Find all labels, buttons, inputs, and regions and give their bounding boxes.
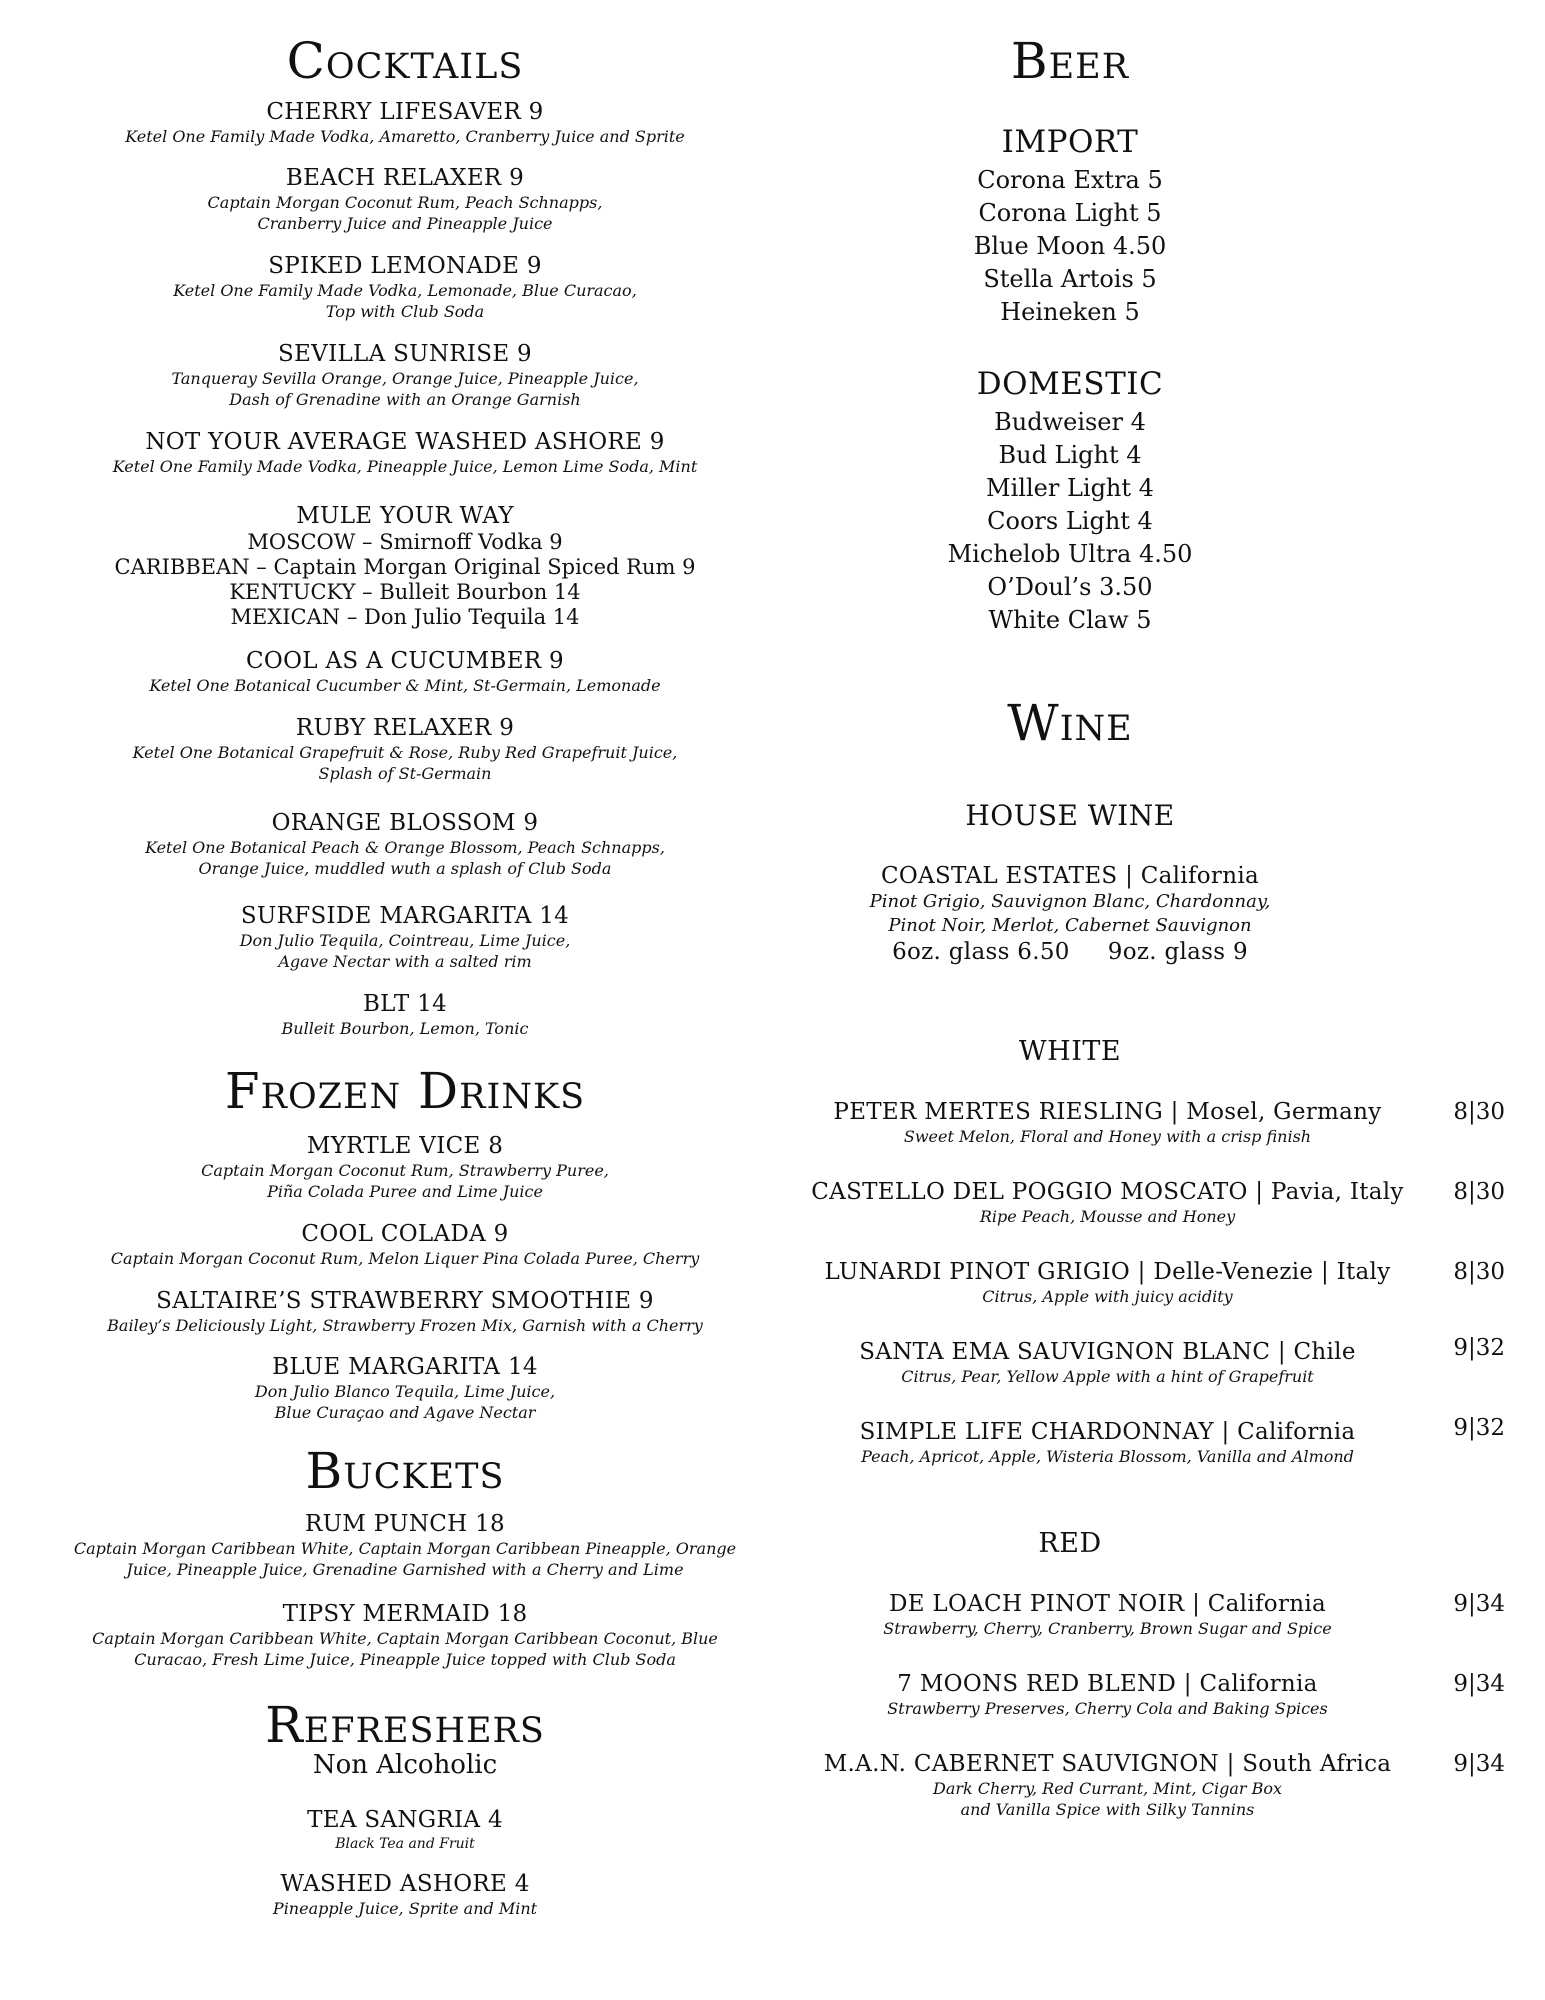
beer-item: Bud Light 4 [998,441,1142,469]
item-desc: Pinot Noir, Merlot, Cabernet Sauvignon [888,915,1252,936]
item-desc: Pineapple Juice, Sprite and Mint [272,1899,538,1918]
item-desc: Ketel One Family Made Vodka, Lemonade, Blue Curacao, [173,281,637,300]
beer-item: Corona Light 5 [978,199,1162,227]
frozen-item [40,1220,770,1269]
cocktail-item [40,990,770,1039]
import-list [790,164,1350,329]
red-heading: RED [1038,1528,1102,1559]
wine-price: 9|34 [1453,1751,1505,1777]
item-name: M.A.N. CABERNET SAUVIGNON | South Africa [823,1751,1392,1777]
item-desc: Captain Morgan Coconut Rum, Melon Liquer Pina Colada Puree, Cherry [110,1249,700,1268]
item-desc: Piña Colada Puree and Lime Juice [267,1182,543,1201]
beer-item: Corona Extra 5 [977,166,1163,194]
item-desc: Captain Morgan Coconut Rum, Peach Schnapps, [207,193,603,212]
item-name: TEA SANGRIA 4 [307,1807,503,1833]
item-desc: Ketel One Botanical Cucumber & Mint, St-Germain, Lemonade [149,676,661,695]
wine-item [790,1335,1505,1387]
item-desc: Ketel One Family Made Vodka, Pineapple Juice, Lemon Lime Soda, Mint [112,457,698,476]
bucket-item [40,1600,770,1670]
item-name: MULE YOUR WAY [296,503,514,529]
item-name: BEACH RELAXER 9 [285,165,525,191]
cocktail-item [40,714,770,784]
refreshers-subtitle: Non Alcoholic [312,1750,498,1780]
item-name: COOL AS A CUCUMBER 9 [246,648,564,674]
wine-price: 8|30 [1453,1179,1505,1205]
cocktail-item [40,340,770,410]
item-desc: Curacao, Fresh Lime Juice, Pineapple Juice topped with Club Soda [134,1650,676,1669]
wine-title: Wine [1007,694,1133,752]
item-name: MYRTLE VICE 8 [306,1133,504,1159]
wine-price: 9|34 [1453,1591,1505,1617]
buckets-title: Buckets [305,1442,505,1500]
cocktail-item [40,252,770,322]
mule-line: MOSCOW – Smirnoff Vodka 9 [247,530,563,554]
wine-price: 8|30 [1453,1099,1505,1125]
frozen-drinks-title: Frozen Drinks [224,1062,586,1120]
item-desc: Orange Juice, muddled wuth a splash of Club Soda [198,859,612,878]
item-desc: Dark Cherry, Red Currant, Mint, Cigar Box [932,1779,1283,1798]
cocktail-item [40,902,770,972]
wine-price: 9|32 [1453,1335,1505,1361]
mule-line: MEXICAN – Don Julio Tequila 14 [230,605,580,629]
item-desc: Pinot Grigio, Sauvignon Blanc, Chardonnay, [869,891,1271,912]
mule-your-way [40,502,770,630]
domestic-heading: DOMESTIC [976,366,1164,402]
item-desc: Blue Curaçao and Agave Nectar [274,1403,536,1422]
refresher-item [40,1806,770,1855]
item-name: SIMPLE LIFE CHARDONNAY | California [859,1419,1356,1445]
item-name: SPIKED LEMONADE 9 [268,253,542,279]
house-wine-price: 6oz. glass 6.50 9oz. glass 9 [892,939,1248,965]
wine-price: 9|32 [1453,1415,1505,1441]
item-name: RUM PUNCH 18 [305,1511,505,1537]
beer-item: Coors Light 4 [987,507,1153,535]
frozen-item [40,1353,770,1423]
wine-price: 8|30 [1453,1259,1505,1285]
beer-item: White Claw 5 [988,606,1152,634]
item-desc: Citrus, Pear, Yellow Apple with a hint of Grapefruit [901,1367,1314,1386]
refreshers-title: Refreshers [265,1696,545,1754]
item-name: LUNARDI PINOT GRIGIO | Delle-Venezie | Italy [824,1259,1391,1285]
house-wine [790,862,1350,966]
beer-item: Heineken 5 [1000,298,1140,326]
item-name: PETER MERTES RIESLING | Mosel, Germany [833,1099,1382,1125]
item-desc: Juice, Pineapple Juice, Grenadine Garnished with a Cherry and Lime [126,1560,684,1579]
item-desc: Strawberry, Cherry, Cranberry, Brown Sugar and Spice [883,1619,1332,1638]
item-name: DE LOACH PINOT NOIR | California [888,1591,1327,1617]
cocktail-item [40,809,770,879]
item-desc: Splash of St-Germain [318,764,492,783]
refresher-item [40,1870,770,1919]
item-desc: Ripe Peach, Mousse and Honey [979,1207,1236,1226]
item-name: WASHED ASHORE 4 [280,1871,530,1897]
beer-item: Blue Moon 4.50 [973,232,1167,260]
item-desc: Captain Morgan Caribbean White, Captain Morgan Caribbean Pineapple, Orange [73,1539,737,1558]
item-name: COASTAL ESTATES | California [881,863,1259,889]
item-desc: Bulleit Bourbon, Lemon, Tonic [281,1019,529,1038]
item-desc: Black Tea and Fruit [335,1836,475,1852]
wine-price: 9|34 [1453,1671,1505,1697]
wine-item [790,1590,1505,1639]
wine-item [790,1258,1505,1307]
item-name: SURFSIDE MARGARITA 14 [240,903,570,929]
wine-item [790,1670,1505,1719]
cocktails-title: Cocktails [286,32,524,90]
beer-item: Stella Artois 5 [983,265,1157,293]
item-desc: Dash of Grenadine with an Orange Garnish [229,390,581,409]
bucket-item [40,1510,770,1580]
white-heading: WHITE [1018,1036,1122,1067]
item-name: COOL COLADA 9 [301,1221,509,1247]
item-desc: Top with Club Soda [325,302,485,321]
house-wine-heading: HOUSE WINE [965,799,1175,832]
item-name: SALTAIRE’S STRAWBERRY SMOOTHIE 9 [156,1288,654,1314]
item-desc: Citrus, Apple with juicy acidity [982,1287,1233,1306]
beer-item: O’Doul’s 3.50 [987,573,1153,601]
item-name: ORANGE BLOSSOM 9 [271,810,539,836]
item-desc: Captain Morgan Coconut Rum, Strawberry Puree, [201,1161,609,1180]
frozen-item [40,1132,770,1202]
item-name: TIPSY MERMAID 18 [282,1601,528,1627]
cocktail-item [40,647,770,696]
domestic-list [790,406,1350,637]
frozen-item [40,1287,770,1336]
item-desc: Bailey’s Deliciously Light, Strawberry Frozen Mix, Garnish with a Cherry [107,1316,703,1335]
item-name: NOT YOUR AVERAGE WASHED ASHORE 9 [145,429,665,455]
beer-title: Beer [1010,32,1130,90]
cocktail-item [40,428,770,477]
item-name: SANTA EMA SAUVIGNON BLANC | Chile [859,1339,1356,1365]
beer-item: Budweiser 4 [994,408,1146,436]
beer-item: Michelob Ultra 4.50 [947,540,1193,568]
item-name: 7 MOONS RED BLEND | California [897,1671,1318,1697]
item-desc: Don Julio Blanco Tequila, Lime Juice, [254,1382,556,1401]
item-desc: Sweet Melon, Floral and Honey with a crisp finish [903,1127,1312,1146]
item-desc: Strawberry Preserves, Cherry Cola and Baking Spices [887,1699,1328,1718]
item-desc: Ketel One Botanical Grapefruit & Rose, Ruby Red Grapefruit Juice, [132,743,678,762]
item-desc: Cranberry Juice and Pineapple Juice [257,214,553,233]
item-desc: Don Julio Tequila, Cointreau, Lime Juice, [239,931,571,950]
item-desc: Peach, Apricot, Apple, Wisteria Blossom, Vanilla and Almond [861,1447,1354,1466]
item-name: CASTELLO DEL POGGIO MOSCATO | Pavia, Italy [811,1179,1404,1205]
item-desc: Ketel One Family Made Vodka, Amaretto, Cranberry Juice and Sprite [125,127,685,146]
item-desc: and Vanilla Spice with Silky Tannins [960,1800,1255,1819]
mule-line: KENTUCKY – Bulleit Bourbon 14 [229,580,581,604]
import-heading: IMPORT [1001,124,1139,160]
item-desc: Agave Nectar with a salted rim [278,952,532,971]
item-name: CHERRY LIFESAVER 9 [266,99,544,125]
wine-item [790,1098,1505,1147]
wine-item [790,1178,1505,1227]
beer-item: Miller Light 4 [986,474,1154,502]
mule-line: CARIBBEAN – Captain Morgan Original Spiced Rum 9 [114,555,696,579]
cocktail-item [40,164,770,234]
item-name: RUBY RELAXER 9 [295,715,515,741]
item-name: BLT 14 [362,991,448,1017]
item-desc: Captain Morgan Caribbean White, Captain Morgan Caribbean Coconut, Blue [92,1629,718,1648]
item-desc: Tanqueray Sevilla Orange, Orange Juice, Pineapple Juice, [171,369,639,388]
item-desc: Ketel One Botanical Peach & Orange Blossom, Peach Schnapps, [145,838,665,857]
cocktail-item [40,98,770,147]
wine-item [790,1750,1505,1820]
wine-item [790,1415,1505,1467]
item-name: BLUE MARGARITA 14 [272,1354,538,1380]
item-name: SEVILLA SUNRISE 9 [278,341,532,367]
